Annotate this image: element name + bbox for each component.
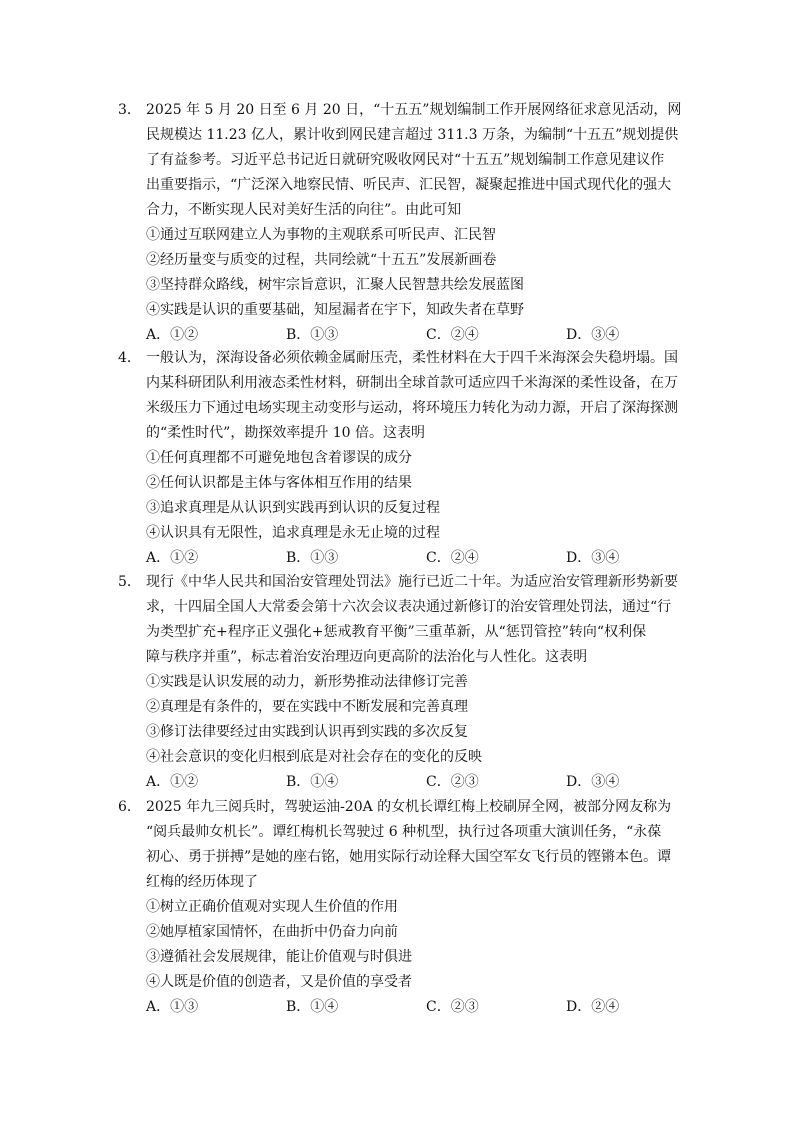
- option-b[interactable]: B．①④: [286, 774, 339, 790]
- answer-options: [146, 995, 678, 1020]
- statement: ②她厚植家国情怀，在曲折中仍奋力向前: [146, 924, 398, 940]
- statement: ③遵循社会发展规律，能让价值观与时俱进: [146, 949, 412, 965]
- stem-line: 民规模达 11.23 亿人，累计收到网民建言超过 311.3 万条，为编制“十五五”规划提供: [146, 127, 679, 143]
- statement: ④实践是认识的重要基础，知屋漏者在宇下，知政失者在草野: [146, 302, 524, 318]
- option-d[interactable]: D．③④: [566, 327, 620, 343]
- stem-line: 障与秩序并重”，标志着治安治理迈向更高阶的法治化与人性化。这表明: [146, 649, 588, 665]
- option-a[interactable]: A．①②: [146, 550, 199, 566]
- statement: ①树立正确价值观对实现人生价值的作用: [146, 899, 398, 915]
- statement: ①实践是认识发展的动力，新形势推动法律修订完善: [146, 674, 468, 690]
- statement: ③坚持群众路线，树牢宗旨意识，汇聚人民智慧共绘发展蓝图: [146, 277, 524, 293]
- question-stem: [146, 98, 682, 223]
- statement: ④人既是价值的创造者，又是价值的享受者: [146, 974, 412, 990]
- statement: ④社会意识的变化归根到底是对社会存在的变化的反映: [146, 749, 482, 765]
- stem-line: 初心、勇于拼搏”是她的座右铭，她用实际行动诠释大国空军女飞行员的铿锵本色。谭: [146, 849, 672, 865]
- stem-line: “阅兵最帅女机长”。谭红梅机长驾驶过 6 种机型，执行过各项重大演训任务，“永葆: [146, 824, 662, 840]
- statement: ①任何真理都不可避免地包含着谬误的成分: [146, 450, 412, 466]
- option-a[interactable]: A．①②: [146, 774, 199, 790]
- stem-line: 为类型扩充+程序正义强化+惩戒教育平衡”三重革新，从“惩罚管控”转向“权利保: [146, 624, 647, 640]
- stem-line: 一般认为，深海设备必须依赖金属耐压壳，柔性材料在大于四千米海深会失稳坍塌。国: [146, 350, 678, 366]
- stem-line: 内某科研团队利用液态柔性材料，研制出全球首款可适应四千米海深的柔性设备，在万: [146, 375, 678, 391]
- stem-line: 合力，不断实现人民对美好生活的向往”。由此可知: [146, 202, 462, 218]
- option-c[interactable]: C．②④: [426, 550, 479, 566]
- question-number: 3．: [118, 102, 141, 118]
- stem-line: 米级压力下通过电场实现主动变形与运动，将环境压力转化为动力源，开启了深海探测: [146, 400, 678, 416]
- stem-line: 求，十四届全国人大常委会第十六次会议表决通过新修订的治安管理处罚法，通过“行: [146, 599, 672, 615]
- option-c[interactable]: C．②③: [426, 999, 479, 1015]
- statement: ②真理是有条件的，要在实践中不断发展和完善真理: [146, 699, 468, 715]
- option-b[interactable]: B．①③: [286, 550, 339, 566]
- stem-line: 现行《中华人民共和国治安管理处罚法》施行已近二十年。为适应治安管理新形势新要: [146, 574, 678, 590]
- stem-line: 2025 年九三阅兵时，驾驶运油-20A 的女机长谭红梅上校刷屏全网，被部分网友称为: [146, 799, 672, 815]
- option-c[interactable]: C．②④: [426, 327, 479, 343]
- statement: ④认识具有无限性，追求真理是永无止境的过程: [146, 525, 440, 541]
- option-b[interactable]: B．①④: [286, 999, 339, 1015]
- statement: ②经历量变与质变的过程，共同绘就“十五五”发展新画卷: [146, 252, 497, 268]
- stem-line: 了有益参考。习近平总书记近日就研究吸收网民对“十五五”规划编制工作意见建议作: [146, 152, 665, 168]
- option-a[interactable]: A．①③: [146, 999, 199, 1015]
- question-stem: [146, 346, 678, 446]
- statement: ③修订法律要经过由实践到认识再到实践的多次反复: [146, 724, 468, 740]
- question-stem: [146, 570, 678, 670]
- option-c[interactable]: C．②③: [426, 774, 479, 790]
- answer-options: [146, 546, 678, 571]
- option-a[interactable]: A．①②: [146, 327, 199, 343]
- question-6: [118, 795, 678, 1020]
- question-number: 6．: [118, 799, 141, 815]
- question-stem: [146, 795, 678, 895]
- option-d[interactable]: D．③④: [566, 774, 620, 790]
- option-d[interactable]: D．②④: [566, 999, 620, 1015]
- question-5: [118, 570, 678, 795]
- answer-options: [146, 323, 678, 348]
- answer-options: [146, 770, 678, 795]
- question-number: 5．: [118, 574, 141, 590]
- question-4: [118, 346, 678, 571]
- stem-line: 出重要指示，“广泛深入地察民情、听民声、汇民智，凝聚起推进中国式现代化的强大: [146, 177, 672, 193]
- statement: ③追求真理是从认识到实践再到认识的反复过程: [146, 500, 440, 516]
- option-d[interactable]: D．③④: [566, 550, 620, 566]
- statement: ①通过互联网建立人为事物的主观联系可听民声、汇民智: [146, 227, 496, 243]
- stem-line: 的“柔性时代”，勘探效率提升 10 倍。这表明: [146, 425, 426, 441]
- stem-line: 2025 年 5 月 20 日至 6 月 20 日，“十五五”规划编制工作开展网络征求意见活动，网: [146, 102, 682, 118]
- stem-line: 红梅的经历体现了: [146, 874, 258, 890]
- option-b[interactable]: B．①③: [286, 327, 339, 343]
- question-number: 4．: [118, 350, 141, 366]
- question-3: [118, 98, 682, 348]
- statement: ②任何认识都是主体与客体相互作用的结果: [146, 475, 412, 491]
